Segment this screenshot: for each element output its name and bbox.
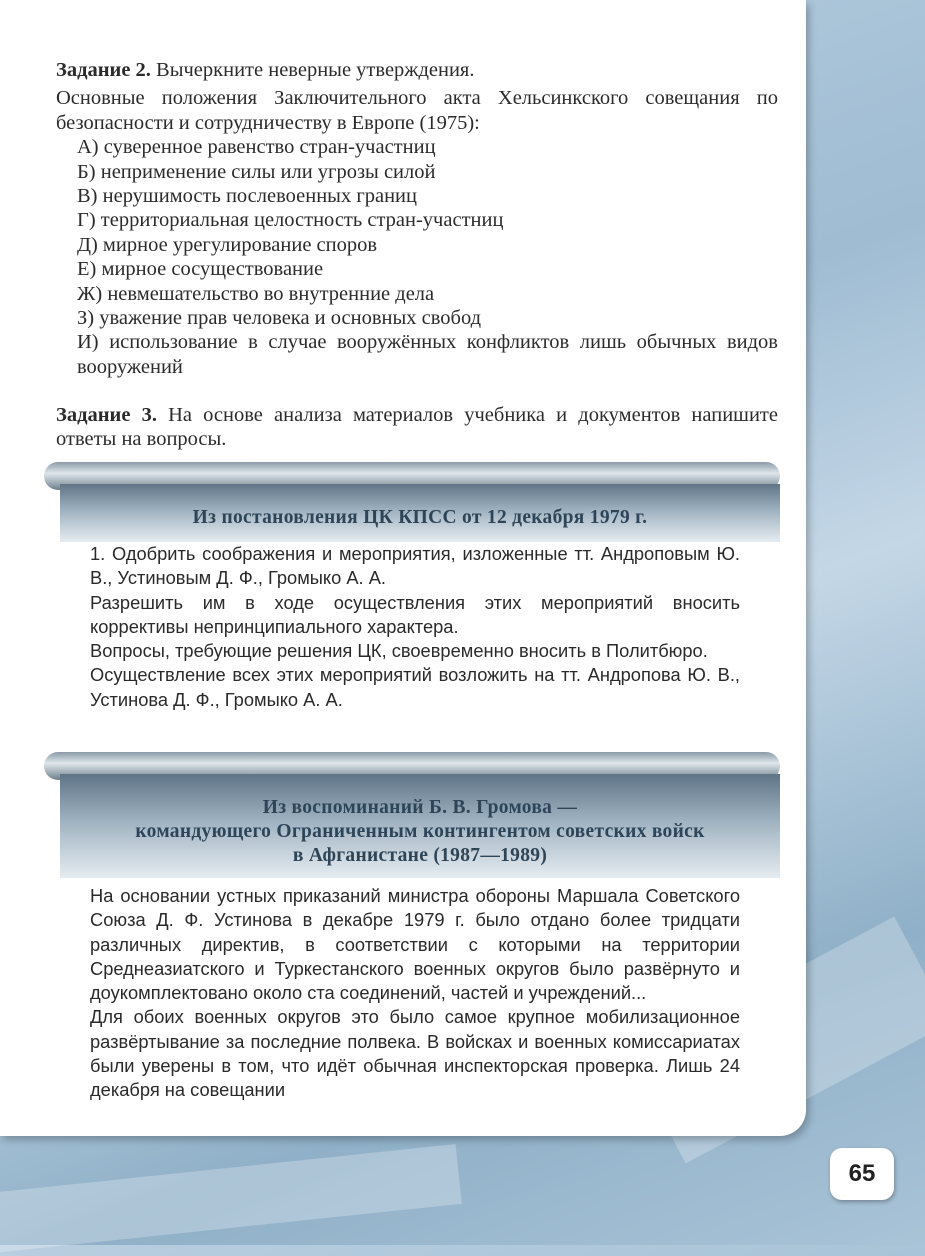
document-2-title (60, 796, 780, 868)
document-2-title-line: командующего Ограниченным контингентом советских войск (135, 821, 705, 842)
document-paragraph: Осуществление всех этих мероприятий возложить на тт. Андропова Ю. В., Устинова Д. Ф., Громыко А. А. (90, 664, 740, 710)
document-1-title: Из постановления ЦК КПСС от 12 декабря 1979 г. (192, 507, 648, 528)
document-paragraph: Разрешить им в ходе осуществления этих мероприятий вносить коррективы непринципиального характера. (90, 591, 740, 637)
task-2-statement-list (56, 135, 778, 379)
page-number: 65 (830, 1148, 894, 1200)
document-paragraph: Вопросы, требующие решения ЦК, своевременно вносить в Политбюро. (90, 640, 708, 662)
document-paragraph: 1. Одобрить соображения и мероприятия, изложенные тт. Андроповым Ю. В., Устиновым Д. Ф., Громыко А. А. (90, 543, 740, 589)
task-3-label: Задание 3. (56, 404, 157, 426)
document-2-title-line: Из воспоминаний Б. В. Громова — (262, 797, 578, 818)
statement-item: И) использование в случае вооружённых конфликтов лишь обычных видов вооружений (77, 331, 778, 378)
task-3-instruction: На основе анализа материалов учебника и документов напишите ответы на вопросы. (56, 404, 778, 451)
statement-item: Е) мирное сосуществование (77, 258, 324, 281)
statement-item: Ж) невмешательство во внутренние дела (77, 282, 435, 305)
task-2 (56, 58, 778, 379)
statement-item: Г) территориальная целостность стран-участниц (77, 209, 504, 232)
task-2-intro: Основные положения Заключительного акта Хельсинкского совещания по безопасности и сотрудничеству в Европе (1975): (56, 87, 778, 134)
task-2-instruction: Вычеркните неверные утверждения. (156, 59, 475, 81)
statement-item: З) уважение прав человека и основных свобод (77, 307, 482, 330)
document-2-title-line: в Афганистане (1987—1989) (292, 845, 548, 866)
task-2-label: Задание 2. (56, 59, 151, 81)
document-paragraph: Для обоих военных округов это было самое крупное мобилизационное развёртывание за последние полвека. В войсках и военных комиссариатах были уверены в том, что идёт обычная инспекторская проверка. Лишь 24 декабря на совещании (90, 1006, 740, 1101)
statement-item: Д) мирное урегулирование споров (77, 233, 378, 256)
task-2-heading (56, 58, 778, 82)
task-3 (56, 403, 778, 452)
document-paragraph: На основании устных приказаний министра обороны Маршала Советского Союза Д. Ф. Устинова в декабре 1979 г. было отдано более тридцати различных директив, в соответствии с которыми на территории Среднеазиатского и Туркестанского военных округов было развёрнуто и доукомплектовано около ста соединений, частей и учреждений... (90, 885, 740, 1004)
document-1-text (90, 542, 740, 712)
statement-item: В) нерушимость послевоенных границ (77, 185, 418, 208)
document-2-text (90, 884, 740, 1103)
statement-item: А) суверенное равенство стран-участниц (77, 136, 436, 159)
statement-item: Б) неприменение силы или угрозы силой (77, 160, 436, 183)
background-shard (0, 1144, 462, 1256)
